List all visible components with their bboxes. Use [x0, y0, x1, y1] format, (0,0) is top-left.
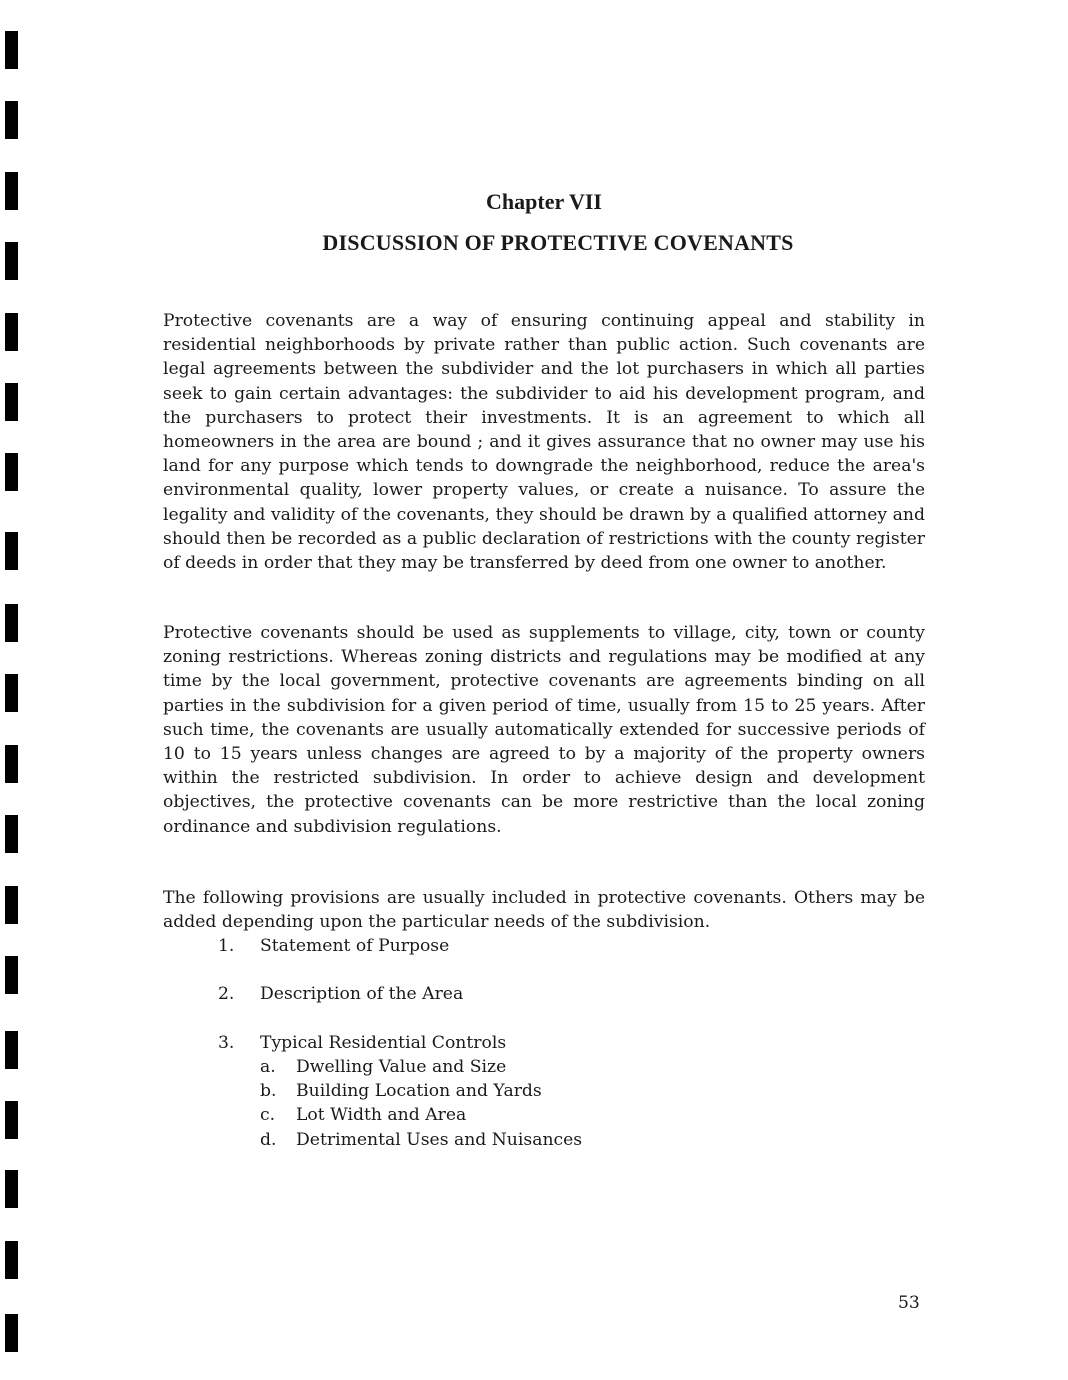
sub-list-item: [163, 1055, 925, 1079]
sub-item-letter: b.: [260, 1081, 277, 1102]
list-item-number: 3.: [218, 1032, 235, 1053]
binding-hole: [5, 1170, 18, 1208]
sub-item-label: Lot Width and Area: [296, 1105, 467, 1126]
list-item-label: Description of the Area: [260, 984, 464, 1005]
binding-hole: [5, 453, 18, 491]
list-item: [163, 982, 925, 1006]
provisions-list: [163, 934, 925, 1152]
binding-hole: [5, 1101, 18, 1139]
binding-hole: [5, 1314, 18, 1352]
binding-hole: [5, 745, 18, 783]
sub-list-item: [163, 1103, 925, 1127]
binding-hole: [5, 1241, 18, 1279]
list-item-label: Statement of Purpose: [260, 936, 450, 956]
sub-item-letter: d.: [260, 1129, 277, 1150]
sub-item-letter: c.: [260, 1105, 276, 1126]
binding-hole: [5, 101, 18, 139]
page-number: 53: [898, 1293, 920, 1313]
sub-item-letter: a.: [260, 1056, 276, 1077]
chapter-title: DISCUSSION OF PROTECTIVE COVENANTS: [322, 230, 794, 255]
list-item: [163, 1031, 925, 1055]
paragraph-intro: Protective covenants are a way of ensuring continuing appeal and stability in residential neighborhoods by private rather than public action. Such covenants are legal agreements between the subdivider and the lot purchasers in which all parties seek to gain certain advantages: the subdivider to aid his development program, and the purchasers to protect their investments. It is an agreement to which all homeowners in the area are bound ; and it gives assurance that no owner may use his land for any purpose which tends to downgrade the neighborhood, reduce the area's environmental quality, lower property values, or create a nuisance. To assure the legality and validity of the covenants, they should be drawn by a qualified attorney and should then be recorded as a public declaration of restrictions with the county register of deeds in order that they may be transferred by deed from one owner to another.: [163, 311, 925, 574]
sub-list-item: [163, 1128, 925, 1152]
binding-hole: [5, 383, 18, 421]
list-item: [163, 934, 925, 958]
sub-list-item: [163, 1079, 925, 1103]
binding-hole: [5, 815, 18, 853]
sub-item-label: Building Location and Yards: [296, 1081, 542, 1102]
list-item-number: 1.: [218, 936, 235, 956]
sub-item-label: Detrimental Uses and Nuisances: [296, 1129, 583, 1150]
binding-hole: [5, 886, 18, 924]
binding-hole: [5, 31, 18, 69]
binding-hole: [5, 604, 18, 642]
sub-item-label: Dwelling Value and Size: [296, 1056, 507, 1077]
binding-hole: [5, 674, 18, 712]
binding-hole: [5, 313, 18, 351]
binding-hole: [5, 532, 18, 570]
paragraph-zoning: Protective covenants should be used as supplements to village, city, town or county zoning restrictions. Whereas zoning districts and regulations may be modified at any time by the local government, protective covenants are agreements binding on all parties in the subdivision for a given period of time, usually from 15 to 25 years. After such time, the covenants are usually automatically extended for successive periods of 10 to 15 years unless changes are agreed to by a majority of the property owners within the restricted subdivision. In order to achieve design and development objectives, the protective covenants can be more restrictive than the local zoning ordinance and subdivision regulations.: [163, 623, 925, 837]
binding-hole: [5, 956, 18, 994]
list-item-label: Typical Residential Controls: [260, 1032, 507, 1053]
binding-hole: [5, 1031, 18, 1069]
paragraph-provisions: The following provisions are usually included in protective covenants. Others may be added depending upon the particular needs of the subdivision.: [163, 888, 925, 933]
list-item-number: 2.: [218, 984, 235, 1005]
chapter-heading: Chapter VII: [486, 189, 602, 214]
